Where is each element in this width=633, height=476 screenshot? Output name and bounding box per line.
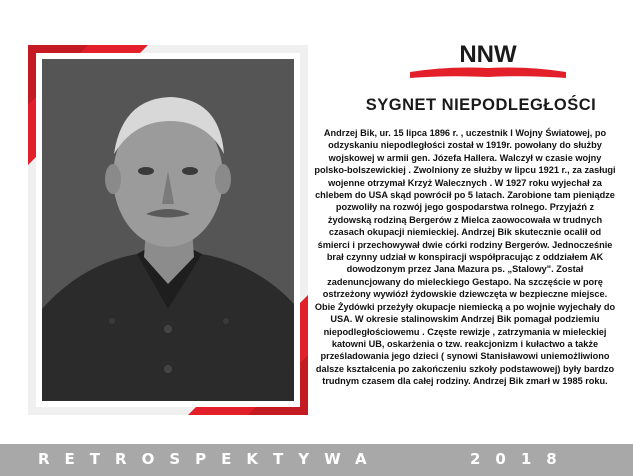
portrait-frame bbox=[28, 45, 308, 415]
logo-title: SYGNET NIEPODLEGŁOŚCI bbox=[365, 96, 597, 114]
footer-bar bbox=[0, 444, 633, 476]
biography-text: Andrzej Bik, ur. 15 lipca 1896 r. , uczestnik I Wojny Światowej, po odzyskaniu niepodległości został w 1919r. powołany do służby wojskowej w armii gen. Józefa Hallera. Walczył w czasie wojny polsko-bolszewickiej . Zwolniony ze służby w lipcu 1921 r., za zasługi wojenne otrzymał Krzyż Walecznych . W 1927 roku wyjechał za chlebem do USA skąd powrócił po 5 latach. Zarobione tam pieniądze pozwoliły na rozwój jego gospodarstwa rolnego. Przyjaźń z żydowską rodziną Bergerów z Mielca zaowocowała w trudnych czasach okupacji niemieckiej. Andrzej Bik skutecznie ocalił od śmierci i przechowywał dwie córki rodziny Bergerów. Jednocześnie brał czynny udział w konspiracji współpracując z oddziałem AK dowodzonym przez Jana Mazura ps. „Stalowy". Został zadenuncjowany do mieleckiego Gestapo. Na szczęście w porę ostrzeżony wywiózł żydowskie dziewczęta w bezpieczne miejsce. Obie Żydówki przeżyły okupacje niemiecką a po wojnie wyjechały do USA. W okresie stalinowskim Andrzej Bik pomagał podziemiu niepodległościowemu . Częste rewizje , zatrzymania w mieleckiej katowni UB, oskarżenia o tzw. reakcjonizm i kułactwo a także prześladowania jego dzieci ( synowi Stanisławowi uniemożliwiono dalsze kształcenia po zakończeniu szkoły podstawowej) były bardzo trudnym czasem dla całej rodziny. Andrzej Bik zmarł w 1985 roku. bbox=[314, 128, 616, 387]
footer-year: 2018 bbox=[470, 450, 572, 468]
svg-text:NNW: NNW bbox=[459, 41, 517, 68]
nnw-logo-mark bbox=[388, 32, 588, 92]
footer-retrospektywa: RETROSPEKTYWA bbox=[38, 450, 382, 468]
portrait-photo bbox=[42, 59, 294, 401]
nnw-logo bbox=[388, 32, 588, 92]
